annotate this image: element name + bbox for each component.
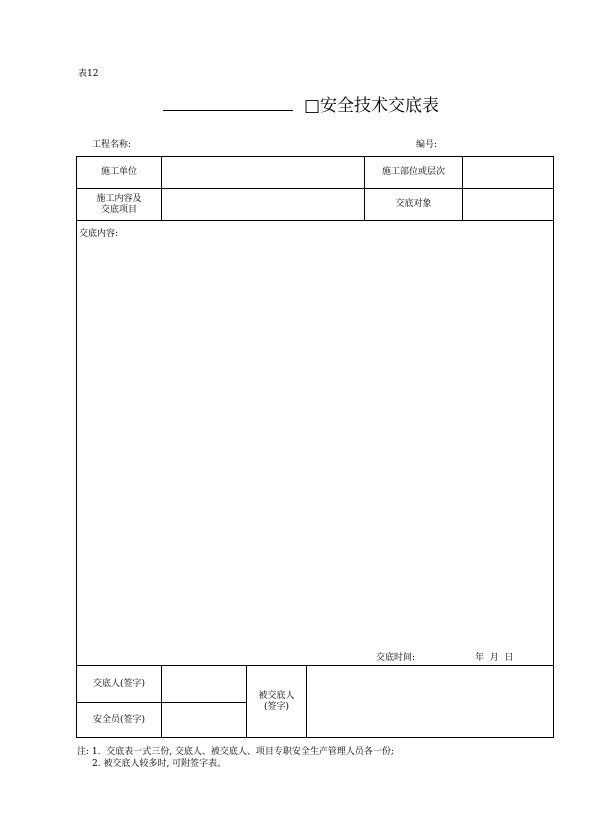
recipient-signature-label xyxy=(247,666,306,738)
content-items-field[interactable] xyxy=(162,189,364,220)
briefer-signature-field[interactable] xyxy=(162,666,246,702)
form-code: 表12 xyxy=(78,69,99,79)
location-field[interactable] xyxy=(463,157,553,188)
content-items-label-line1: 施工内容及 xyxy=(96,193,142,204)
content-label: 交底内容: xyxy=(79,229,119,239)
recipient-signature-field[interactable] xyxy=(307,666,553,738)
form-title: □安全技术交底表 xyxy=(304,96,440,116)
recipient-label-line2: (签字) xyxy=(263,702,290,712)
safety-officer-signature-label: 安全员(签字) xyxy=(92,715,146,725)
content-items-label xyxy=(77,189,161,220)
row-divider xyxy=(76,220,554,221)
construction-unit-field[interactable] xyxy=(162,157,364,188)
note-line-2: 2. 被交底人较多时, 可附签字表。 xyxy=(92,759,227,769)
number-label: 编号: xyxy=(416,140,438,150)
title-blank-line xyxy=(163,110,293,111)
content-textarea[interactable] xyxy=(77,240,553,640)
safety-officer-signature-field[interactable] xyxy=(162,703,246,738)
location-label: 施工部位或层次 xyxy=(381,167,445,177)
target-field[interactable] xyxy=(463,189,553,220)
date-ymd: 年 月 日 xyxy=(475,653,514,663)
project-name-label: 工程名称: xyxy=(92,140,132,150)
note-line-1: 注: 1. 交底表一式三份, 交底人、被交底人、项目专职安全生产管理人员各一份; xyxy=(77,747,394,757)
construction-unit-label: 施工单位 xyxy=(100,167,137,177)
recipient-label-line1: 被交底人 xyxy=(258,691,295,701)
time-label: 交底时间: xyxy=(376,653,416,663)
target-label: 交底对象 xyxy=(395,199,432,209)
content-items-label-line2: 交底项目 xyxy=(100,204,137,215)
briefer-signature-label: 交底人(签字) xyxy=(92,678,146,689)
